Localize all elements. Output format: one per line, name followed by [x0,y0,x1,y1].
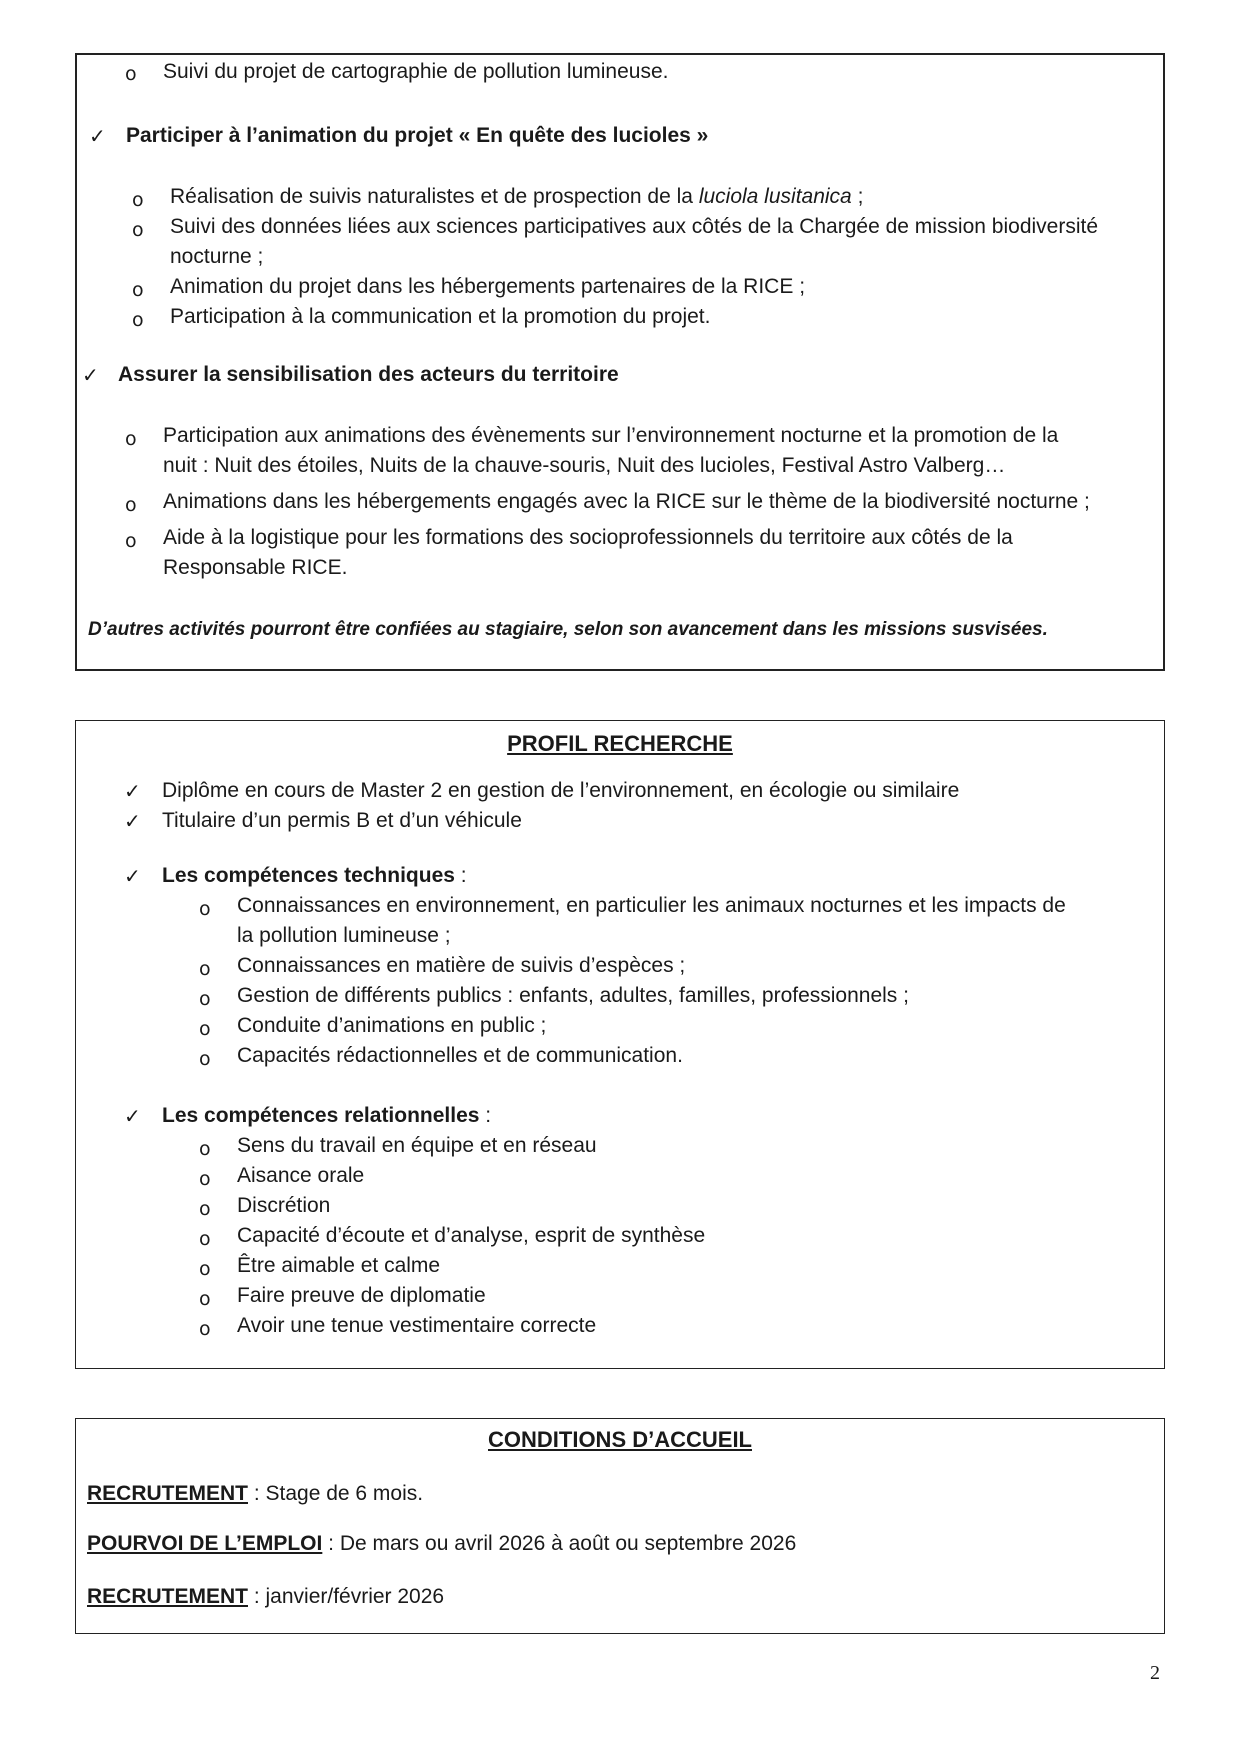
circle-bullet-icon: o [199,958,211,980]
circle-bullet-icon: o [132,309,144,331]
circle-bullet-icon: o [199,1138,211,1160]
rel-item: Faire preuve de diplomatie [237,1284,486,1307]
circle-bullet-icon: o [199,898,211,920]
tech-item: Connaissances en matière de suivis d’espèces ; [237,954,686,977]
lucioles-item-2-line-1: Suivi des données liées aux sciences participatives aux côtés de la Chargée de mission biodiversité [170,215,1099,238]
tech-heading: Les compétences techniques : [162,864,467,887]
circle-bullet-icon: o [199,1168,211,1190]
tech-item-line: la pollution lumineuse ; [237,924,451,947]
tech-item: Conduite d’animations en public ; [237,1014,547,1037]
profil-diplome: Diplôme en cours de Master 2 en gestion de l’environnement, en écologie ou similaire [162,779,960,802]
sensibilisation-item-3-line-2: Responsable RICE. [163,556,348,579]
checkmark-icon: ✓ [124,864,141,888]
rel-item: Capacité d’écoute et d’analyse, esprit de synthèse [237,1224,706,1247]
sensibilisation-item-3-line-1: Aide à la logistique pour les formations des socioprofessionnels du territoire aux côtés de la [163,526,1013,549]
circle-bullet-icon: o [125,494,137,516]
circle-bullet-icon: o [199,1288,211,1310]
profil-title: PROFIL RECHERCHE [507,731,733,756]
section-heading-lucioles: Participer à l’animation du projet « En quête des lucioles » [126,124,709,147]
condition-recrutement: RECRUTEMENT : Stage de 6 mois. [87,1482,424,1505]
checkmark-icon: ✓ [124,779,141,803]
rel-item: Discrétion [237,1194,331,1217]
conditions-box [75,1418,1165,1634]
rel-heading: Les compétences relationnelles : [162,1104,492,1127]
checkmark-icon: ✓ [124,1104,141,1128]
circle-bullet-icon: o [132,279,144,301]
mission-item: Suivi du projet de cartographie de pollution lumineuse. [163,60,669,83]
profil-permis: Titulaire d’un permis B et d’un véhicule [162,809,522,832]
rel-item: Avoir une tenue vestimentaire correcte [237,1314,597,1337]
condition-recrutement-date: RECRUTEMENT : janvier/février 2026 [87,1585,445,1608]
sensibilisation-item-2: Animations dans les hébergements engagés avec la RICE sur le thème de la biodiversité nocturne ; [163,490,1090,513]
section-heading-sensibilisation: Assurer la sensibilisation des acteurs du territoire [118,363,619,386]
sensibilisation-item-1-line-1: Participation aux animations des évènements sur l’environnement nocturne et la promotion de la [163,424,1059,447]
circle-bullet-icon: o [199,1228,211,1250]
tech-item-line: Connaissances en environnement, en particulier les animaux nocturnes et les impacts de [237,894,1066,917]
circle-bullet-icon: o [132,189,144,211]
tech-item: Capacités rédactionnelles et de communication. [237,1044,683,1067]
rel-item: Aisance orale [237,1164,365,1187]
condition-pourvoi: POURVOI DE L’EMPLOI : De mars ou avril 2026 à août ou septembre 2026 [87,1532,797,1555]
rel-item: Sens du travail en équipe et en réseau [237,1134,597,1157]
circle-bullet-icon: o [199,1198,211,1220]
missions-box [75,53,1165,671]
checkmark-icon: ✓ [82,363,99,387]
circle-bullet-icon: o [199,988,211,1010]
lucioles-item-4: Participation à la communication et la promotion du projet. [170,305,711,328]
lucioles-item-1: Réalisation de suivis naturalistes et de prospection de la luciola lusitanica ; [170,185,864,208]
circle-bullet-icon: o [199,1318,211,1340]
missions-note: D’autres activités pourront être confiées au stagiaire, selon son avancement dans les missions susvisées. [88,619,1048,640]
rel-item: Être aimable et calme [237,1254,441,1277]
circle-bullet-icon: o [132,219,144,241]
conditions-title: CONDITIONS D’ACCUEIL [488,1427,752,1452]
circle-bullet-icon: o [125,428,137,450]
checkmark-icon: ✓ [124,809,141,833]
tech-item: Gestion de différents publics : enfants, adultes, familles, professionnels ; [237,984,909,1007]
page-number: 2 [1150,1662,1160,1684]
circle-bullet-icon: o [125,530,137,552]
circle-bullet-icon: o [125,63,137,85]
circle-bullet-icon: o [199,1258,211,1280]
profil-box [75,720,1165,1369]
circle-bullet-icon: o [199,1018,211,1040]
circle-bullet-icon: o [199,1048,211,1070]
checkmark-icon: ✓ [89,124,106,148]
sensibilisation-item-1-line-2: nuit : Nuit des étoiles, Nuits de la chauve-souris, Nuit des lucioles, Festival Astro Valberg… [163,454,1006,477]
lucioles-item-2-line-2: nocturne ; [170,245,264,268]
lucioles-item-3: Animation du projet dans les hébergements partenaires de la RICE ; [170,275,806,298]
